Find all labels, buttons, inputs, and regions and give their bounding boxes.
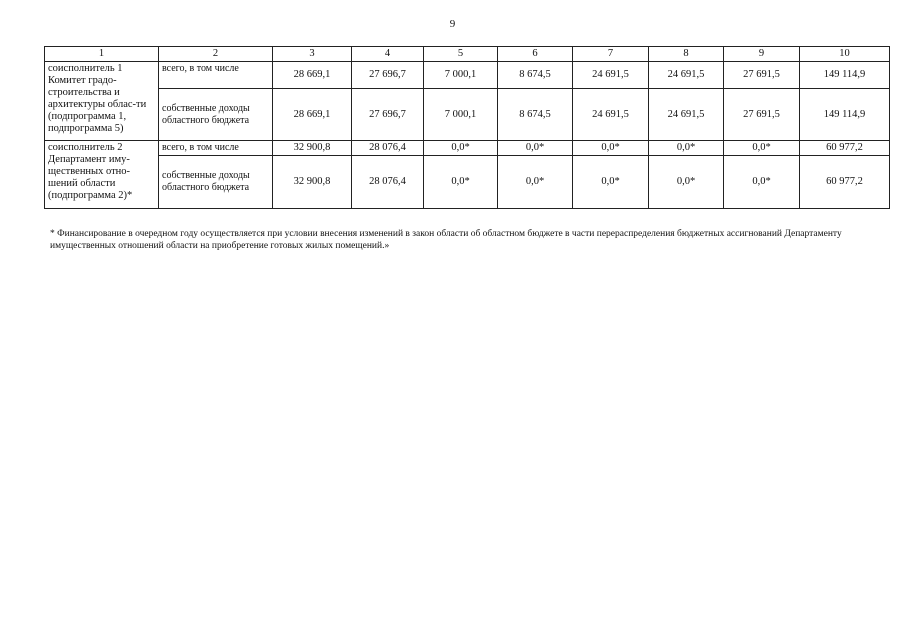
table-row bbox=[45, 141, 890, 156]
value-cell: 28 076,4 bbox=[352, 156, 424, 209]
value-cell: 28 669,1 bbox=[273, 62, 352, 89]
value-cell: 28 669,1 bbox=[273, 89, 352, 141]
value-cell: 24 691,5 bbox=[649, 62, 724, 89]
budget-table bbox=[44, 46, 890, 209]
footnote: * Финансирование в очередном году осуществляется при условии внесения изменений в закон области об областном бюджете в части перераспределения бюджетных ассигнований Департаменту имущественных отношений области на приобретение готовых жилых помещений.» bbox=[50, 229, 842, 251]
column-header: 1 bbox=[45, 47, 159, 62]
column-header: 7 bbox=[573, 47, 649, 62]
value-cell: 24 691,5 bbox=[573, 89, 649, 141]
value-cell: 0,0* bbox=[498, 141, 573, 156]
value-cell: 0,0* bbox=[498, 156, 573, 209]
total-cell: 149 114,9 bbox=[800, 89, 890, 141]
funding-kind: собственные доходы областного бюджета bbox=[159, 156, 273, 209]
value-cell: 7 000,1 bbox=[424, 62, 498, 89]
funding-kind: всего, в том числе bbox=[159, 62, 273, 89]
total-cell: 60 977,2 bbox=[800, 156, 890, 209]
executor-name: соисполнитель 2 Департамент иму-щественных отно-шений области (подпрограмма 2)* bbox=[45, 141, 159, 209]
column-header: 9 bbox=[724, 47, 800, 62]
column-header: 3 bbox=[273, 47, 352, 62]
column-header: 4 bbox=[352, 47, 424, 62]
column-header: 8 bbox=[649, 47, 724, 62]
value-cell: 0,0* bbox=[724, 141, 800, 156]
column-header: 10 bbox=[800, 47, 890, 62]
value-cell: 7 000,1 bbox=[424, 89, 498, 141]
value-cell: 27 696,7 bbox=[352, 62, 424, 89]
value-cell: 0,0* bbox=[424, 141, 498, 156]
header-row bbox=[45, 47, 890, 62]
value-cell: 8 674,5 bbox=[498, 89, 573, 141]
page-number: 9 bbox=[449, 18, 456, 30]
value-cell: 0,0* bbox=[724, 156, 800, 209]
value-cell: 0,0* bbox=[424, 156, 498, 209]
value-cell: 0,0* bbox=[649, 141, 724, 156]
column-header: 2 bbox=[159, 47, 273, 62]
value-cell: 0,0* bbox=[573, 156, 649, 209]
value-cell: 24 691,5 bbox=[573, 62, 649, 89]
total-cell: 149 114,9 bbox=[800, 62, 890, 89]
value-cell: 27 691,5 bbox=[724, 62, 800, 89]
value-cell: 32 900,8 bbox=[273, 156, 352, 209]
value-cell: 0,0* bbox=[649, 156, 724, 209]
table-row bbox=[45, 62, 890, 89]
column-header: 5 bbox=[424, 47, 498, 62]
value-cell: 8 674,5 bbox=[498, 62, 573, 89]
funding-kind: собственные доходы областного бюджета bbox=[159, 89, 273, 141]
value-cell: 24 691,5 bbox=[649, 89, 724, 141]
table-row bbox=[45, 89, 890, 141]
value-cell: 27 691,5 bbox=[724, 89, 800, 141]
value-cell: 0,0* bbox=[573, 141, 649, 156]
value-cell: 27 696,7 bbox=[352, 89, 424, 141]
table-row bbox=[45, 156, 890, 209]
column-header: 6 bbox=[498, 47, 573, 62]
value-cell: 32 900,8 bbox=[273, 141, 352, 156]
executor-name: соисполнитель 1 Комитет градо-строительства и архитектуры облас-ти (подпрограмма 1, подпрограмма 5) bbox=[45, 62, 159, 141]
total-cell: 60 977,2 bbox=[800, 141, 890, 156]
value-cell: 28 076,4 bbox=[352, 141, 424, 156]
funding-kind: всего, в том числе bbox=[159, 141, 273, 156]
